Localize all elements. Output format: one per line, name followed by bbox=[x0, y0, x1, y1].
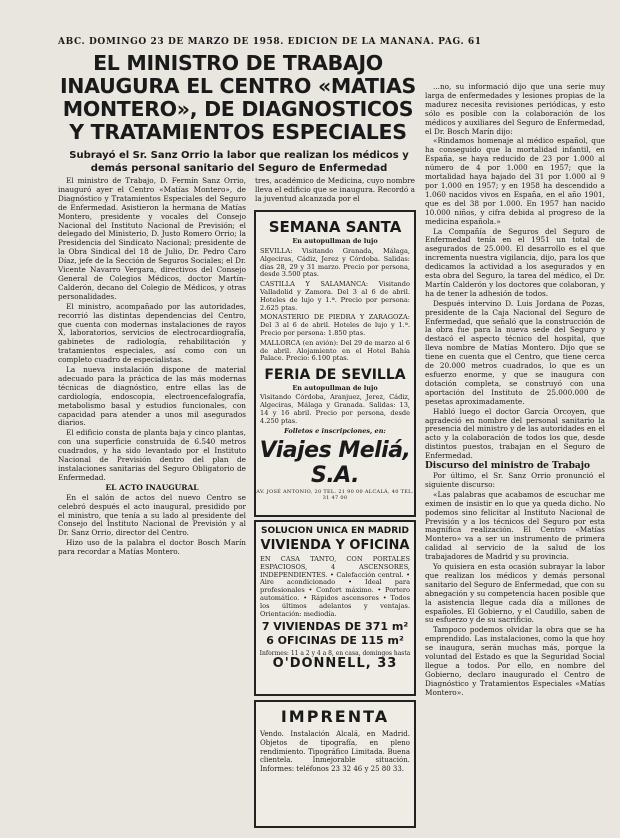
article-paragraph: Hizo uso de la palabra el doctor Bosch Marín para recordar a Matías Montero. bbox=[58, 538, 246, 557]
subheadline: Subrayó el Sr. Sanz Orrio la labor que realizan los médicos y demás personal sanitario del Seguro de Enfermedad bbox=[69, 150, 409, 174]
article-paragraph: Habló luego el doctor García Orcoyen, que agradeció en nombre del personal sanitario la presencia del ministro y de las autoridades en el acto y la colaboración de todos los que, desde distintos puestos, trabajan en el Seguro de Enfermedad. bbox=[425, 406, 605, 461]
article-column-1 bbox=[58, 177, 246, 835]
article-paragraph: «Las palabras que acabamos de escuchar me eximen de insistir en lo que ya queda dicho. No podemos sino felicitar al Instituto Nacional de Previsión y a los técnicos del Seguro por esta magnífica realización. El Centro «Matías Montero» va a ser un instrumento de primera calidad al servicio de la salud de los trabajadores de Madrid y su provincia. bbox=[425, 489, 605, 562]
ad-title: IMPRENTA bbox=[280, 707, 390, 726]
article-paragraph: En el salón de actos del nuevo Centro se celebró después el acto inaugural, presidido por el ministro, que tenía a su lado al presidente del Consejo del Instituto Nacional de Previsión y al Dr. Sanz Orrio, director del Centro. bbox=[58, 492, 246, 538]
ad-subtitle-feria: En autopullman de lujo bbox=[292, 384, 378, 393]
ad-itinerary-list bbox=[256, 248, 414, 363]
ad-itinerary-item: MALLORCA (en avión): Del 29 de marzo al 6 de abril. Alojamiento en el Hotel Bahía Palace. Precio: 6.100 ptas. bbox=[260, 338, 410, 363]
ad-title: SEMANA SANTA bbox=[268, 218, 402, 236]
ad-line-viviendas: 7 VIVIENDAS DE 371 m² bbox=[261, 620, 409, 634]
article-column-3 bbox=[425, 83, 605, 828]
ad-address: AV. JOSÉ ANTONIO, 20 TEL. 21 90 00 ALCALÁ, 40 TEL. 31 47 00 bbox=[256, 489, 414, 502]
article-paragraph: El ministro, acompañado por las autoridades, recorrió las distintas dependencias del Centro, que cuenta con modernas instalaciones de rayos X, laboratorios, servicios de electrocardiografía, gabinetes de radiología, rehabilitación y tratamientos especiales, así como con un completo cuadro de especialistas. bbox=[58, 301, 246, 365]
ad-body bbox=[256, 730, 414, 774]
ad-feria-paragraph: Visitando Córdoba, Aranjuez, Jerez, Cádiz, Algeciras, Málaga y Granada. Salidas: 13, 14 y 16 abril. Precio por persona, desde 4.250 ptas. bbox=[260, 393, 410, 425]
ad-line-oficinas: 6 OFICINAS DE 115 m² bbox=[266, 634, 404, 648]
article-paragraph: Tampoco podemos olvidar la obra que se ha emprendido. Las instalaciones, como la que hoy se inaugura, serán muchas más, porque la voluntad del Estado es que la Seguridad Social llegue a todos. Por ello, en nombre del Gobierno, declaro inaugurado el Centro de Diagnóstico y Tratamientos Especiales «Matías Montero». bbox=[425, 625, 605, 697]
real-estate-advertisement bbox=[254, 520, 416, 696]
ad-itinerary-item: MONASTERIO DE PIEDRA Y ZARAGOZA: Del 3 al 6 de abril. Hoteles de lujo y 1.ª. Precio por persona: 1.850 ptas. bbox=[260, 313, 410, 337]
ad-feria-text bbox=[256, 394, 414, 425]
page-header: ABC. DOMINGO 23 DE MARZO DE 1958. EDICION DE LA MAÑANA. PAG. 61 bbox=[58, 37, 482, 47]
ad-itinerary-item: SEVILLA: Visitando Granada, Málaga, Algeciras, Cádiz, Jerez y Córdoba. Salidas: días 28, 29 y 31 marzo. Precio por persona, desde 3.500 ptas. bbox=[260, 247, 410, 279]
ad-title-main: VIVIENDA Y OFICINA bbox=[260, 538, 410, 553]
ad-title-feria: FERIA DE SEVILLA bbox=[264, 367, 406, 384]
ad-itinerary-item: CASTILLA Y SALAMANCA: Visitando Valladolid y Zamora. Del 3 al 6 de abril. Hoteles de lujo y 1.ª. Precio por persona: 2.625 ptas. bbox=[260, 280, 410, 312]
section-heading: Discurso del ministro de Trabajo bbox=[425, 461, 590, 472]
section-heading: EL ACTO INAUGURAL bbox=[105, 482, 199, 492]
viajes-melia-logo: Viajes Meliá, S.A. bbox=[259, 438, 411, 489]
ad-body-paragraph: EN CASA TANTO, CON PORTALES ESPACIOSOS, 4 ASCENSORES, INDEPENDIENTES. • Calefacción central. • Aire acondicionado • Ideal para profesionales • Confort máximo. • Portero automático. • Rápidos ascensores • Todos los últimos adelantos y ventajas. Orientación: mediodía. bbox=[260, 555, 410, 618]
ad-subtitle: En autopullman de lujo bbox=[292, 237, 378, 245]
article-paragraph: ...no, su informació dijo que una serie muy larga de enfermedades y lesiones propias de la madurez necesita revisiones periódicas, y esto sólo es posible con la colaboración de los médicos y auxiliares del Seguro de Enfermedad, el Dr. Bosch Marín dijo: bbox=[425, 83, 605, 136]
ad-title: SOLUCION UNICA EN MADRID bbox=[261, 526, 409, 536]
ad-address: O'DONNELL, 33 bbox=[272, 656, 398, 672]
ad-folletos: Folletos e inscripciones, en: bbox=[284, 427, 386, 436]
article-paragraph: La Compañía de Seguros del Seguro de Enfermedad tenía en el 1951 un total de asegurados de 25.000. El desarrollo es el que incrementa nuestra vigilancia, dijo, para los que dedicamos la actividad a los asegurados y en esta obra del Seguro, la tarea del médico, el Dr. Martín Calderón y los doctores que colaboran, y ha de tener la adhesión de todos. bbox=[425, 226, 605, 298]
article-paragraph: Por último, el Sr. Sanz Orrio pronunció el siguiente discurso: bbox=[425, 470, 605, 489]
ad-body-paragraph: Vendo. Instalación Alcalá, en Madrid. Objetos de tipografía, en pleno rendimiento. Tipográfico Limitada. Buena clientela. Inmejorable situación. Informes: teléfonos 23 32 46 y 25 80 33. bbox=[260, 730, 410, 774]
article-paragraph: El edificio consta de planta baja y cinco plantas, con una superficie construida de 6.540 metros cuadrados, y ha sido levantado por el Instituto Nacional de Previsión dentro del plan de instalaciones sanitarias del Seguro Obligatorio de Enfermedad. bbox=[58, 428, 246, 482]
printing-press-advertisement bbox=[254, 700, 416, 828]
article-paragraph: tres, académico de Medicina, cuyo nombre lleva el edificio que se inaugura. Recordó a la juventud alcanzada por el bbox=[255, 176, 415, 203]
article-paragraph: Yo quisiera en esta ocasión subrayar la labor que realizan los médicos y demás personal sanitario del Seguro de Enfermedad, que con su abnegación y su competencia hacen posible que la asistencia llegue cada día a millones de españoles. El Gobierno, y el Caudillo, saben de su esfuerzo y de su sacrificio. bbox=[425, 562, 605, 625]
article-paragraph: La nueva instalación dispone de material adecuado para la práctica de las más modernas técnicas de diagnóstico, entre ellas las de cardiología, endoscopia, electroencefalografía, metabolismo basal y estudios funcionales, con capacidad para atender a unos mil asegurados diarios. bbox=[58, 365, 246, 428]
travel-advertisement bbox=[254, 210, 416, 517]
article-paragraph: Después intervino D. Luis Jordana de Pozas, presidente de la Caja Nacional del Seguro de Enfermedad, que señaló que la construcción de la obra fue para la nueva sede del Seguro y destacó el aspecto técnico del hospital, que lleva nombre de Matías Montero. Dijo que se tiene en cuenta que el Centro, que tiene cerca de 20.000 metros cuadrados, lo que es un esfuerzo enorme, y que se inaugura con dotación completa, se construyó con una aportación del Instituto de 25.000.000 de pesetas aproximadamente. bbox=[425, 298, 605, 406]
article-paragraph: El ministro de Trabajo, D. Fermín Sanz Orrio, inauguró ayer el Centro «Matías Montero», de Diagnóstico y Tratamientos Especiales del Seguro de Enfermedad. Asistieron la hermana de Matías Montero, presidente y vocales del Consejo Nacional del Instituto Nacional de Previsión; el delegado del Ministerio, D. Justo Romero Orrio; la Presidencia del Sindicato Nacional; presidente de la Obra Sindical del 18 de Julio, Dr. Pedro Caro Díaz, jefe de la Sección de Seguros Sociales; el Dr. Vicente Navarro Vergara, directivos del Consejo General de Colegios Médicos, doctor Martín-Calderón, decano del Colegio de Médicos, y otras personalidades. bbox=[58, 177, 246, 301]
article-paragraph: «Rindamos homenaje al médico español, que ha conseguido que la mortalidad infantil, en España, se haya reducido de 23 por 1.000 al número de 4 por 1.000 en 1957; que la mortalidad haya bajado del 31 por 1.000 al 9 por 1.000 en 1957; y en 1958 ha descendido a 1.060 nacidos vivos en España, en el año 1901, que es del 38 por 1.000. En 1957 han nacido 10.000 niños, y cifra debida al progreso de la medicina española.» bbox=[425, 136, 605, 226]
ad-body bbox=[256, 556, 414, 618]
headline: EL MINISTRO DE TRABAJO INAUGURA EL CENTRO «MATIAS MONTERO», DE DIAGNOSTICOS Y TRATAMIENTOS ESPECIALES bbox=[59, 51, 417, 144]
ad-info: Informes: 11 a 2 y 4 a 8, en casa, domingos hasta bbox=[259, 650, 411, 658]
article-column-2-text bbox=[255, 177, 415, 204]
